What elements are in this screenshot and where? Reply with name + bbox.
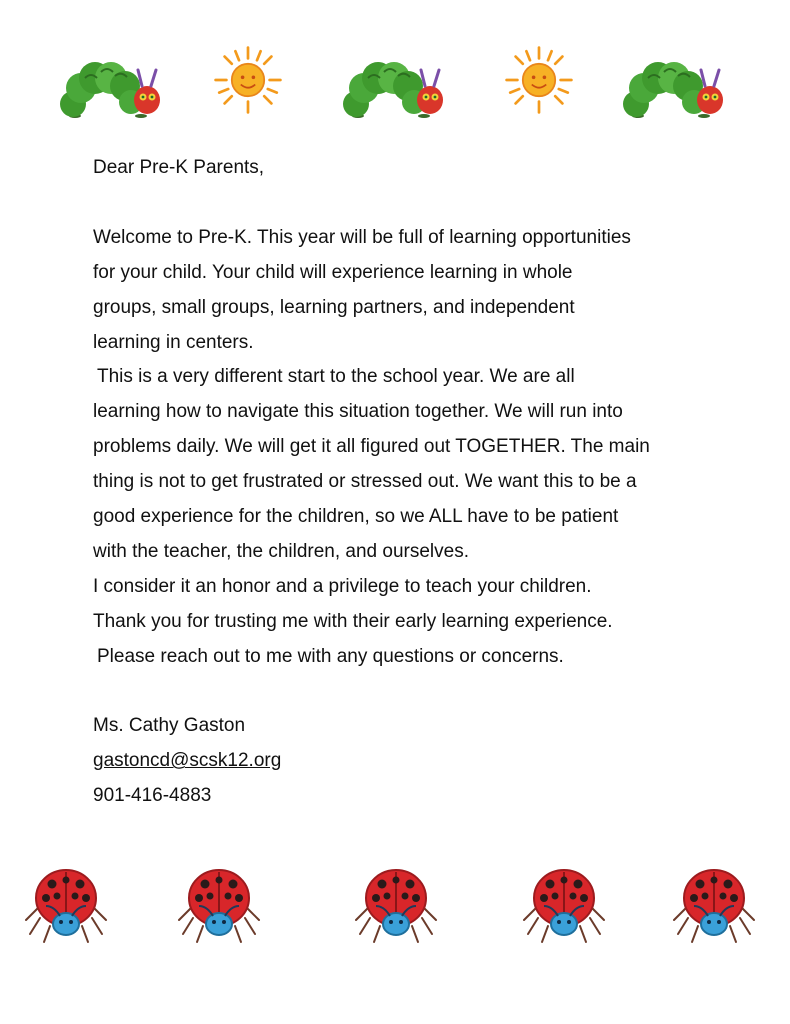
paragraph-start-line: problems daily. We will get it all figured out TOGETHER. The main bbox=[93, 436, 650, 458]
paragraph-start-line: This is a very different start to the school year. We are all bbox=[97, 366, 575, 388]
ladybug-icon bbox=[522, 862, 606, 946]
ladybug-icon bbox=[354, 862, 438, 946]
paragraph-honor-line: Thank you for trusting me with their early learning experience. bbox=[93, 610, 613, 632]
paragraph-contact-line: Please reach out to me with any questions or concerns. bbox=[97, 645, 564, 667]
paragraph-honor-line: I consider it an honor and a privilege to teach your children. bbox=[93, 575, 592, 597]
paragraph-start-line: thing is not to get frustrated or stressed out. We want this to be a bbox=[93, 471, 637, 493]
ladybug-icon bbox=[24, 862, 108, 946]
signature-name: Ms. Cathy Gaston bbox=[93, 715, 246, 737]
caterpillar-icon bbox=[338, 56, 448, 126]
caterpillar-icon bbox=[55, 56, 165, 126]
sun-icon bbox=[212, 44, 284, 116]
paragraph-start-line: learning how to navigate this situation together. We will run into bbox=[93, 401, 623, 423]
paragraph-welcome-line: learning in centers. bbox=[93, 331, 254, 353]
ladybug-icon bbox=[177, 862, 261, 946]
signature-email-link[interactable]: gastoncd@scsk12.org bbox=[93, 750, 282, 772]
caterpillar-icon bbox=[618, 56, 728, 126]
paragraph-welcome-line: for your child. Your child will experience learning in whole bbox=[93, 261, 573, 283]
letter-body bbox=[93, 151, 733, 814]
paragraph-start-line: with the teacher, the children, and ourselves. bbox=[93, 540, 470, 562]
ladybug-icon bbox=[672, 862, 756, 946]
paragraph-start-line: good experience for the children, so we ALL have to be patient bbox=[93, 506, 619, 528]
signature-phone: 901-416-4883 bbox=[93, 785, 212, 807]
paragraph-welcome-line: Welcome to Pre-K. This year will be full of learning opportunities bbox=[93, 226, 631, 248]
paragraph-welcome-line: groups, small groups, learning partners, and independent bbox=[93, 296, 575, 318]
greeting: Dear Pre-K Parents, bbox=[93, 157, 265, 178]
sun-icon bbox=[503, 44, 575, 116]
